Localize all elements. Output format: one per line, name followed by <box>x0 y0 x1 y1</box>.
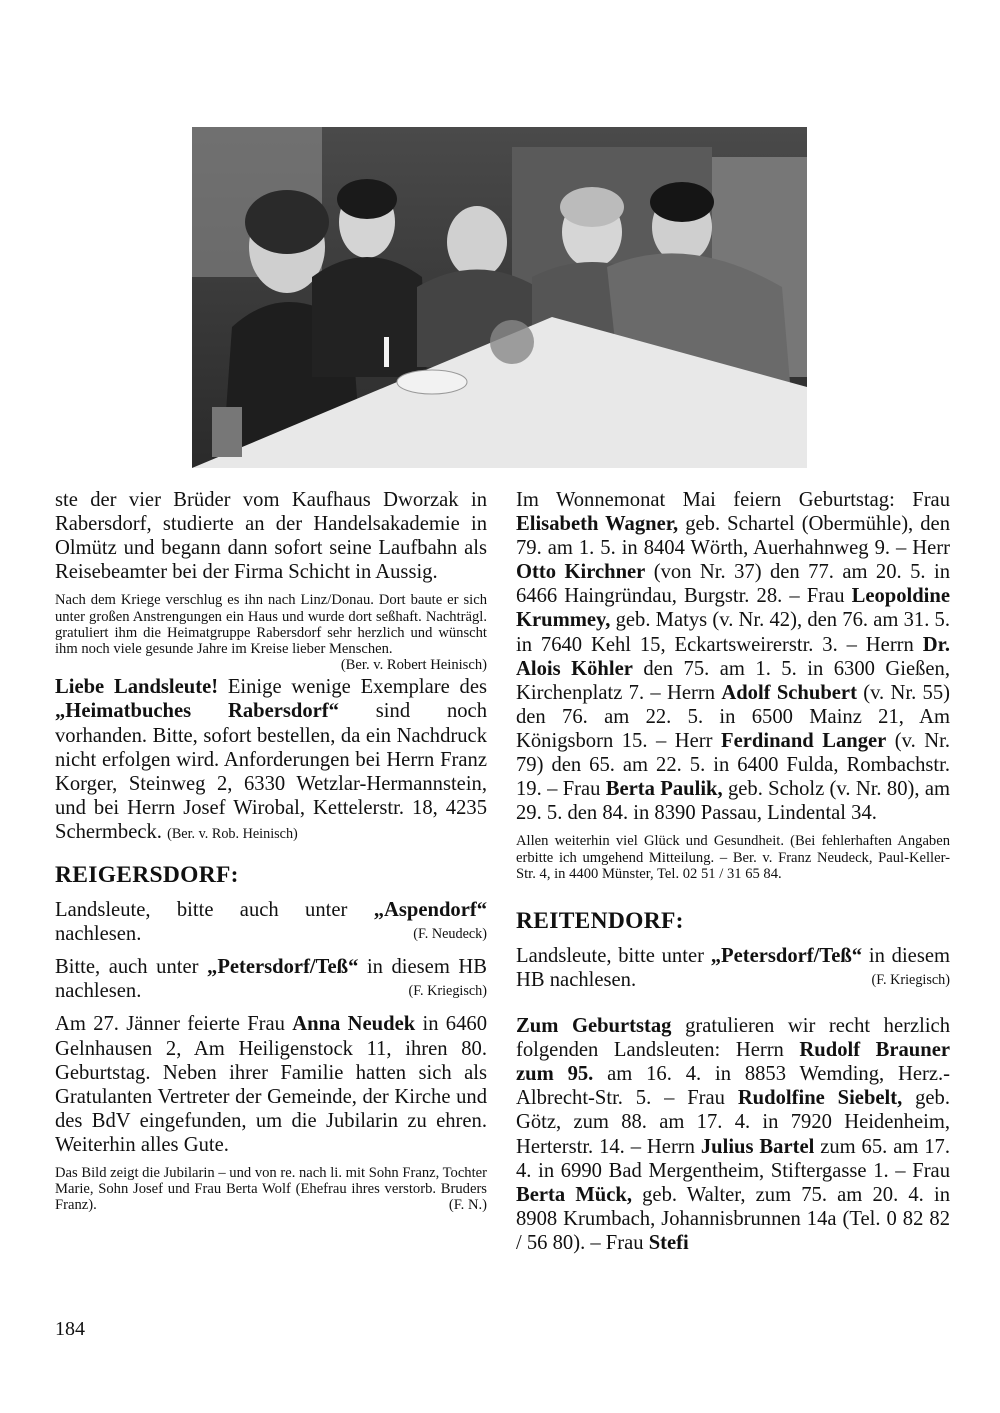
byline: (F. Kriegisch) <box>408 983 487 1000</box>
article-note: Nach dem Kriege verschlug es ihn nach Linz/Donau. Dort baute er sich unter großen Anstrengungen ein Haus und wurde dort seßhaft. Nachträgl. gratuliert ihm die Heimatgruppe Rabersdorf sehr herzlich und wünscht ihm noch viele gesunde Jahre im Kreise lieber Menschen. (Ber. v. Robert Heinisch) <box>55 592 487 674</box>
notice-paragraph: Landsleute, bitte unter „Petersdorf/Teß“ in diesem HB nachlesen. (F. Kriegisch) <box>516 944 950 992</box>
group-photo <box>192 127 807 468</box>
byline: (Ber. v. Robert Heinisch) <box>340 657 487 674</box>
birthday-paragraph: Am 27. Jänner feierte Frau Anna Neudek in 6460 Gelnhausen 2, Am Heiligenstock 11, ihren 80. Geburtstag. Neben ihrer Familie hatten sich als Gratulanten Vertreter der Gemeinde, der Kirche und des BdV eingefunden, um die Jubilarin zu ehren. Weiterhin alles Gute. <box>55 1013 487 1156</box>
notice-paragraph: Landsleute, bitte auch unter „Aspendorf“ nachlesen. (F. Neudeck) <box>55 899 487 946</box>
birthday-list: Zum Geburtstag gratulieren wir recht herzlich folgenden Landsleuten: Herrn Rudolf Brauner zum 95. am 16. 4. in 8853 Wemding, Herz.-Albrecht-Str. 5. – Frau Rudolfine Siebelt, geb. Götz, zum 88. am 17. 4. in 7920 Heidenheim, Herterstr. 14. – Herrn Julius Bartel zum 65. am 17. 4. in 6990 Bad Mergentheim, Stiftergasse 1. – Frau Berta Mück, geb. Walter, zum 75. am 20. 4. in 8908 Krumbach, Johannisbrunnen 14a (Tel. 0 82 82 / 56 80). – Frau Stefi <box>516 1015 951 1254</box>
photo-illustration <box>192 127 807 468</box>
article-note: Allen weiterhin viel Glück und Gesundheit. (Bei fehlerhaften Angaben erbitte ich umgehend Mitteilung. – Ber. v. Franz Neudeck, Paul-Keller-Str. 4, in 4400 Münster, Tel. 02 51 / 31 65 84. <box>516 833 950 882</box>
photo-caption: Das Bild zeigt die Jubilarin – und von re. nach li. mit Sohn Franz, Tochter Marie, Sohn Josef und Frau Berta Wolf (Ehefrau ihres verstorb. Bruders Franz). (F. N.) <box>55 1164 487 1214</box>
announcement-paragraph: Liebe Landsleute! Einige wenige Exemplare des „Heimatbuches Rabersdorf“ sind noch vorhanden. Bitte, sofort bestellen, da ein Nachdruck nicht erfolgen wird. Anforderungen bei Herrn Franz Korger, Steinweg 2, 6330 Wetzlar-Hermannstein, und bei Herrn Josef Wirobal, Kettelerstr. 18, 4235 Schermbeck. (Ber. v. Rob. Heinisch) <box>55 676 487 843</box>
page-number: 184 <box>55 1318 85 1340</box>
section-heading-reitendorf: REITENDORF: <box>516 907 684 934</box>
notice-paragraph: Bitte, auch unter „Petersdorf/Teß“ in diesem HB nachlesen. (F. Kriegisch) <box>55 956 487 1003</box>
byline: (F. Neudeck) <box>413 926 487 943</box>
byline: (F. Kriegisch) <box>871 972 950 989</box>
byline: (F. N.) <box>448 1197 487 1214</box>
right-column <box>516 488 950 1255</box>
article-paragraph: ste der vier Brüder vom Kaufhaus Dworzak in Rabersdorf, studierte an der Handelsakademie in Olmütz und begann dann sofort seine Laufbahn als Reisebeamter bei der Firma Schicht in Aussig. <box>55 489 487 584</box>
left-column <box>55 488 487 1216</box>
birthday-list: Im Wonnemonat Mai feiern Geburtstag: Frau Elisabeth Wagner, geb. Schartel (Obermühle), den 79. am 1. 5. in 8404 Wörth, Auerhahnweg 9. – Herr Otto Kirchner (von Nr. 37) den 77. am 20. 5. in 6466 Haingründau, Burgstr. 28. – Frau Leopoldine Krummey, geb. Matys (v. Nr. 42), den 76. am 31. 5. in 7640 Kehl 15, Eckartsweirerstr. 3. – Herrn Dr. Alois Köhler den 75. am 1. 5. in 6300 Gießen, Kirchenplatz 7. – Herrn Adolf Schubert (v. Nr. 55) den 76. am 22. 5. in 6500 Mainz 21, Am Königsborn 15. – Herr Ferdinand Langer (v. Nr. 79) den 65. am 22. 5. in 6400 Fulda, Rombachstr. 19. – Frau Berta Paulik, geb. Scholz (v. Nr. 80), am 29. 5. den 84. in 8390 Passau, Lindental 34. <box>516 489 951 825</box>
section-heading-reigersdorf: REIGERSDORF: <box>55 862 239 889</box>
byline: (Ber. v. Rob. Heinisch) <box>167 825 298 842</box>
